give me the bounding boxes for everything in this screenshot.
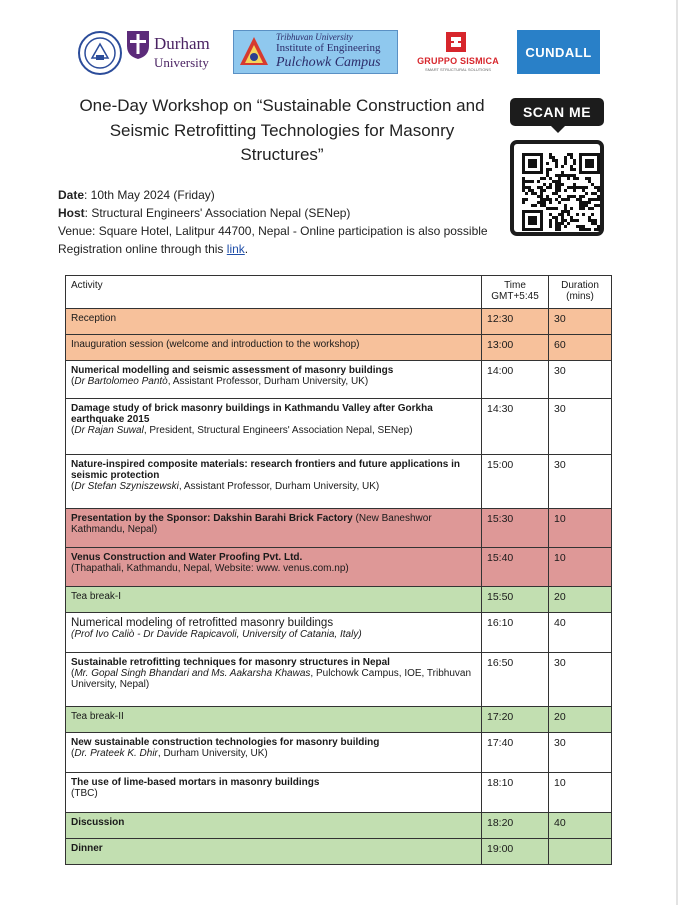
row-duration: 30 xyxy=(549,361,612,399)
table-row xyxy=(66,455,612,509)
gruppo-sismica-logo xyxy=(408,30,508,74)
scan-arrow-icon xyxy=(551,126,565,133)
talk-speaker: (Mr. Gopal Singh Bhandari and Ms. Aakarsha Khawas, Pulchowk Campus, IOE, Tribhuvan University, Nepal) xyxy=(71,668,472,690)
host-line xyxy=(58,204,518,222)
talk-title: Numerical modelling and seismic assessment of masonry buildings xyxy=(71,365,394,376)
row-activity: Reception xyxy=(66,309,482,335)
qr-code-icon xyxy=(522,152,600,232)
row-duration: 30 xyxy=(549,455,612,509)
table-row xyxy=(66,813,612,839)
row-activity xyxy=(66,773,482,813)
row-activity xyxy=(66,455,482,509)
sponsor-title: Presentation by the Sponsor: Dakshin Barahi Brick Factory xyxy=(71,513,353,524)
speaker-name: Dr Stefan Szyniszewski xyxy=(74,481,179,492)
row-time: 15:40 xyxy=(482,548,549,587)
qr-code[interactable] xyxy=(510,140,604,236)
cundall-logo: CUNDALL xyxy=(517,30,600,74)
logo-bar xyxy=(78,28,600,76)
pulchowk-line2: Institute of Engineering xyxy=(276,42,381,54)
row-time: 14:00 xyxy=(482,361,549,399)
title-line-2: Seismic Retrofitting Technologies for Masonry xyxy=(109,120,455,140)
gruppo-sismica-tagline: SMART STRUCTURAL SOLUTIONS xyxy=(425,67,491,72)
header-time-line1: Time xyxy=(504,280,526,291)
durham-crest-icon xyxy=(126,30,150,60)
row-activity xyxy=(66,361,482,399)
pulchowk-line1: Tribhuvan University xyxy=(276,32,353,42)
talk-title: Nature-inspired composite materials: research frontiers and future applications in seismic protection xyxy=(71,459,460,481)
gruppo-sismica-mark-icon xyxy=(446,32,466,52)
header-duration-line1: Duration xyxy=(561,280,599,291)
table-row xyxy=(66,361,612,399)
talk-title: Damage study of brick masonry buildings in Kathmandu Valley after Gorkha earthquake 2015 xyxy=(71,403,433,425)
row-duration: 20 xyxy=(549,707,612,733)
table-row xyxy=(66,399,612,455)
row-time: 17:40 xyxy=(482,733,549,773)
row-time: 15:00 xyxy=(482,455,549,509)
scan-me-label: SCAN ME xyxy=(510,98,604,126)
registration-period: . xyxy=(244,242,249,256)
row-activity: Discussion xyxy=(66,813,482,839)
sponsor-detail: (Thapathali, Kathmandu, Nepal, Website: www. venus.com.np) xyxy=(71,563,349,574)
speaker-name: Dr Bartolomeo Pantò xyxy=(74,376,168,387)
table-row xyxy=(66,733,612,773)
table-row xyxy=(66,309,612,335)
talk-speaker: (Dr Stefan Szyniszewski, Assistant Professor, Durham University, UK) xyxy=(71,481,380,492)
speaker-affiliation: , Assistant Professor, Durham University, UK) xyxy=(178,481,380,492)
pulchowk-line3: Pulchowk Campus xyxy=(276,55,381,70)
row-time: 13:00 xyxy=(482,335,549,361)
row-duration xyxy=(549,839,612,865)
header-time xyxy=(482,276,549,309)
schedule-table xyxy=(65,275,612,865)
row-activity xyxy=(66,653,482,707)
gruppo-sismica-name: GRUPPO SISMICA xyxy=(417,56,499,66)
speaker-name: Dr Rajan Suwal xyxy=(74,425,144,436)
row-duration: 40 xyxy=(549,813,612,839)
sponsor-title: Venus Construction and Water Proofing Pvt. Ltd. xyxy=(71,552,303,563)
row-time: 12:30 xyxy=(482,309,549,335)
table-row xyxy=(66,773,612,813)
row-activity xyxy=(66,399,482,455)
talk-title: The use of lime-based mortars in masonry buildings xyxy=(71,777,320,788)
talk-speaker: (Dr Bartolomeo Pantò, Assistant Professor, Durham University, UK) xyxy=(71,376,369,387)
row-activity xyxy=(66,548,482,587)
talk-speaker: (Dr Rajan Suwal, President, Structural Engineers' Association Nepal, SENep) xyxy=(71,425,413,436)
row-duration: 30 xyxy=(549,309,612,335)
row-duration: 40 xyxy=(549,613,612,653)
speaker-affiliation: , Assistant Professor, Durham University, UK) xyxy=(167,376,369,387)
header-time-line2: GMT+5:45 xyxy=(491,291,539,302)
row-time: 14:30 xyxy=(482,399,549,455)
tribhuvan-university-logo xyxy=(78,31,122,75)
date-line xyxy=(58,186,518,204)
event-info xyxy=(58,186,518,258)
pulchowk-campus-logo xyxy=(233,30,398,74)
talk-title: Numerical modeling of retrofitted masonry buildings xyxy=(71,617,334,629)
registration-line xyxy=(58,240,518,258)
row-duration: 10 xyxy=(549,509,612,548)
header-duration xyxy=(549,276,612,309)
workshop-title xyxy=(58,94,506,168)
speaker-affiliation: , President, Structural Engineers' Association Nepal, SENep) xyxy=(143,425,413,436)
talk-title: Sustainable retrofitting techniques for masonry structures in Nepal xyxy=(71,657,390,668)
row-activity xyxy=(66,733,482,773)
table-row xyxy=(66,335,612,361)
row-time: 15:50 xyxy=(482,587,549,613)
speaker-name: Mr. Gopal Singh Bhandari and Ms. Aakarsha Khawas xyxy=(74,668,311,679)
row-duration: 30 xyxy=(549,733,612,773)
venue-line: Venue: Square Hotel, Lalitpur 44700, Nepal - Online participation is also possible xyxy=(58,224,488,238)
table-row xyxy=(66,707,612,733)
table-row xyxy=(66,509,612,548)
row-time: 15:30 xyxy=(482,509,549,548)
durham-university-logo xyxy=(126,28,216,76)
talk-speaker: (Dr. Prateek K. Dhir, Durham University, UK) xyxy=(71,748,268,759)
talk-speaker: (Prof Ivo Caliò - Dr Davide Rapicavoli, University of Catania, Italy) xyxy=(71,629,362,640)
row-activity: Tea break-II xyxy=(66,707,482,733)
row-time: 16:10 xyxy=(482,613,549,653)
registration-text: Registration online through this xyxy=(58,242,227,256)
row-activity: Tea break-I xyxy=(66,587,482,613)
row-time: 16:50 xyxy=(482,653,549,707)
row-time: 17:20 xyxy=(482,707,549,733)
sponsor-detail: (New Baneshwor Kathmandu, Nepal) xyxy=(71,513,432,535)
row-duration: 10 xyxy=(549,548,612,587)
table-row xyxy=(66,548,612,587)
row-activity xyxy=(66,613,482,653)
durham-university-text: University xyxy=(154,55,209,70)
row-duration: 10 xyxy=(549,773,612,813)
speaker-affiliation: , Durham University, UK) xyxy=(157,748,268,759)
talk-title: New sustainable construction technologies for masonry building xyxy=(71,737,380,748)
ioe-emblem-icon xyxy=(238,35,270,69)
table-row xyxy=(66,587,612,613)
header-duration-line2: (mins) xyxy=(566,291,594,302)
row-duration: 20 xyxy=(549,587,612,613)
speaker-affiliation: , Pulchowk Campus, IOE, Tribhuvan University, Nepal) xyxy=(71,668,472,690)
host-label: Host xyxy=(58,206,85,220)
title-line-3: Structures” xyxy=(240,145,324,164)
table-header-row xyxy=(66,276,612,309)
durham-name: Durham xyxy=(154,34,210,53)
row-duration: 30 xyxy=(549,399,612,455)
talk-detail: (TBC) xyxy=(71,788,98,799)
registration-link[interactable]: link xyxy=(226,242,245,256)
date-value: : 10th May 2024 (Friday) xyxy=(84,188,215,202)
row-time: 18:10 xyxy=(482,773,549,813)
row-duration: 60 xyxy=(549,335,612,361)
row-activity: Dinner xyxy=(66,839,482,865)
table-row xyxy=(66,613,612,653)
row-activity: Inauguration session (welcome and introduction to the workshop) xyxy=(66,335,482,361)
table-row xyxy=(66,839,612,865)
row-time: 18:20 xyxy=(482,813,549,839)
table-row xyxy=(66,653,612,707)
row-duration: 30 xyxy=(549,653,612,707)
speaker-name: Dr. Prateek K. Dhir xyxy=(74,748,158,759)
host-value: : Structural Engineers' Association Nepal (SENep) xyxy=(84,206,351,220)
date-label: Date xyxy=(58,188,85,202)
row-activity xyxy=(66,509,482,548)
title-line-1: One-Day Workshop on “Sustainable Construction and xyxy=(79,96,485,115)
header-activity: Activity xyxy=(66,276,482,309)
row-time: 19:00 xyxy=(482,839,549,865)
